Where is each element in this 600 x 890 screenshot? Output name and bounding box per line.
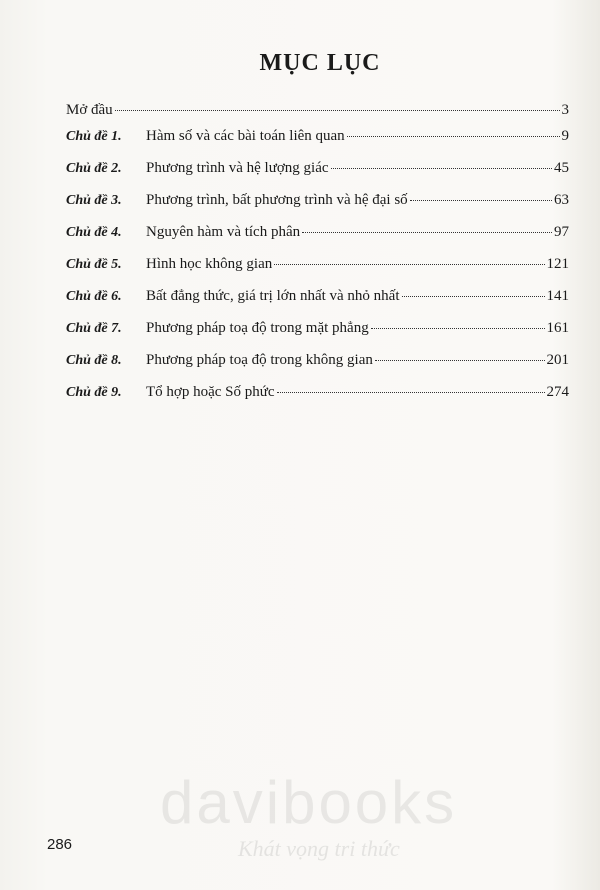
toc-entry-text: Bất đẳng thức, giá trị lớn nhất và nhỏ nhất bbox=[146, 288, 400, 304]
toc-entry-4 bbox=[66, 224, 569, 256]
toc-entry-page: 274 bbox=[546, 384, 569, 400]
dot-leader bbox=[402, 296, 545, 297]
toc-entry-text: Hình học không gian bbox=[146, 256, 273, 272]
toc-intro-page: 3 bbox=[561, 102, 569, 118]
dot-leader bbox=[410, 200, 552, 201]
dot-leader bbox=[347, 136, 560, 137]
toc-entry-page: 201 bbox=[546, 352, 569, 368]
watermark-slogan: Khát vọng tri thức bbox=[238, 836, 400, 861]
toc-entry-label: Chủ đề 1. bbox=[66, 129, 122, 144]
dot-leader bbox=[277, 392, 545, 393]
toc-entry-label: Chủ đề 8. bbox=[66, 353, 122, 368]
toc-entry-8 bbox=[66, 352, 569, 384]
toc-entry-label: Chủ đề 5. bbox=[66, 257, 122, 272]
toc-entry-text: Phương trình và hệ lượng giác bbox=[146, 160, 329, 176]
toc-entry-7 bbox=[66, 320, 569, 352]
watermark-brand: davibooks bbox=[160, 769, 458, 836]
toc-entry-label: Chủ đề 9. bbox=[66, 385, 122, 400]
dot-leader bbox=[115, 110, 560, 111]
toc-title: MỤC LỤC bbox=[259, 50, 381, 76]
table-of-contents bbox=[66, 102, 569, 416]
dot-leader bbox=[331, 168, 552, 169]
toc-entry-page: 9 bbox=[561, 128, 569, 144]
toc-entry-page: 97 bbox=[554, 224, 569, 240]
toc-entry-label: Chủ đề 7. bbox=[66, 321, 122, 336]
toc-entry-page: 63 bbox=[554, 192, 569, 208]
dot-leader bbox=[274, 264, 544, 265]
toc-entry-label: Chủ đề 4. bbox=[66, 225, 122, 240]
toc-entry-text: Phương trình, bất phương trình và hệ đại số bbox=[146, 192, 408, 208]
toc-entry-page: 141 bbox=[546, 288, 569, 304]
toc-entry-3 bbox=[66, 192, 569, 224]
toc-entry-page: 161 bbox=[546, 320, 569, 336]
toc-entry-text: Phương pháp toạ độ trong mặt phẳng bbox=[146, 320, 369, 336]
dot-leader bbox=[375, 360, 545, 361]
toc-entry-5 bbox=[66, 256, 569, 288]
toc-entry-2 bbox=[66, 160, 569, 192]
toc-entry-6 bbox=[66, 288, 569, 320]
toc-entry-label: Chủ đề 6. bbox=[66, 289, 122, 304]
toc-entry-text: Tổ hợp hoặc Số phức bbox=[146, 384, 275, 400]
toc-entry-text: Nguyên hàm và tích phân bbox=[146, 224, 301, 240]
toc-entry-page: 121 bbox=[546, 256, 569, 272]
toc-intro-text: Mở đầu bbox=[66, 102, 113, 118]
dot-leader bbox=[371, 328, 545, 329]
toc-entry-page: 45 bbox=[554, 160, 569, 176]
page-number: 286 bbox=[47, 836, 73, 853]
dot-leader bbox=[302, 232, 552, 233]
toc-entry-text: Hàm số và các bài toán liên quan bbox=[146, 128, 345, 144]
toc-entry-text: Phương pháp toạ độ trong không gian bbox=[146, 352, 373, 368]
toc-entry-label: Chủ đề 3. bbox=[66, 193, 122, 208]
toc-entry-1 bbox=[66, 128, 569, 160]
toc-entry-9 bbox=[66, 384, 569, 416]
toc-intro-row bbox=[66, 102, 569, 128]
toc-entry-label: Chủ đề 2. bbox=[66, 161, 122, 176]
